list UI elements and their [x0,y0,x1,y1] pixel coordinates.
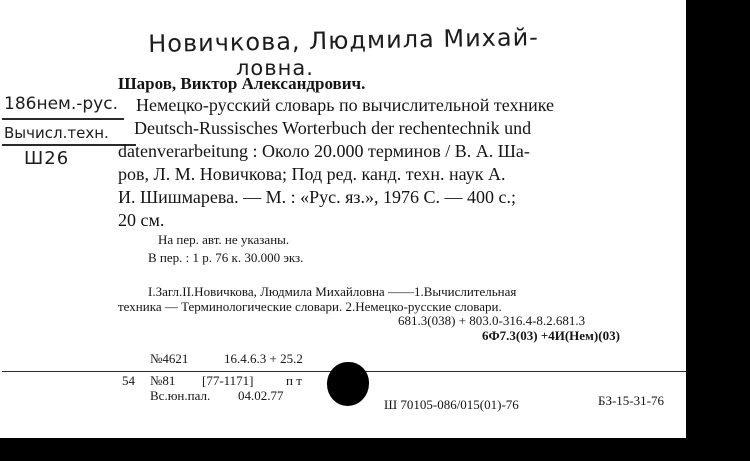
udc-code: 681.3(038) + 803.0-316.4-8.2.681.3 [398,313,586,328]
title-line-5: И. Шишмарева. — М. : «Рус. яз.», 1976 С. — 400 с.; [118,187,517,207]
ink-blot [327,362,369,406]
footer-line2-number: №81 [150,373,176,388]
bbk-code: 6Ф7.3(03) +4И(Нем)(03) [482,328,620,343]
bz-code: БЗ-15-31-76 [598,393,664,408]
note-line-1: На пер. авт. не указаны. [158,232,290,247]
tracing-line-2: техника — Терминологические словари. 2.Немецко-русские словари. [118,299,502,314]
title-line-6: 20 см. [118,210,165,230]
title-line-2: Deutsch-Russisches Worterbuch der rechentechnik und [134,118,532,138]
handwritten-shelfmark-1: 186нем.-рус. [4,94,118,114]
handwritten-shelfmark-2: Вычисл.техн. [4,124,109,142]
tracing-line-1: I.Загл.II.Новичкова, Людмила Михайловна ——1.Вычислительная [148,284,517,299]
shelfmark-underline-2 [2,144,136,146]
shelfmark-underline-1 [2,118,124,120]
footer-date-label: Вс.юн.пал. [150,388,211,403]
note-line-2: В пер. : 1 р. 76 к. 30.000 экз. [148,250,304,265]
handwritten-name-line2: ловна. [236,56,314,80]
footer-number-code: 16.4.6.3 + 25.2 [224,351,303,366]
footer-number: №4621 [150,351,189,366]
footer-line2-prefix: 54 [122,373,135,388]
author-heading: Шаров, Виктор Александрович. [118,74,366,93]
title-line-3: datenverarbeitung : Около 20.000 терминов / В. А. Ша- [118,141,530,161]
footer-line2-code: [77-1171] [202,373,254,388]
handwritten-shelfmark-3: Ш26 [24,148,70,169]
footer-date: 04.02.77 [238,388,284,403]
title-line-4: ров, Л. М. Новичкова; Под ред. канд. техн. наук А. [118,164,506,184]
footer-line2-tail: п т [286,373,302,388]
title-line-1: Немецко-русский словарь по вычислительной технике [136,95,555,115]
publisher-code: Ш 70105-086/015(01)-76 [384,397,519,412]
handwritten-name-line1: Новичкова, Людмила Михай- [148,23,540,58]
